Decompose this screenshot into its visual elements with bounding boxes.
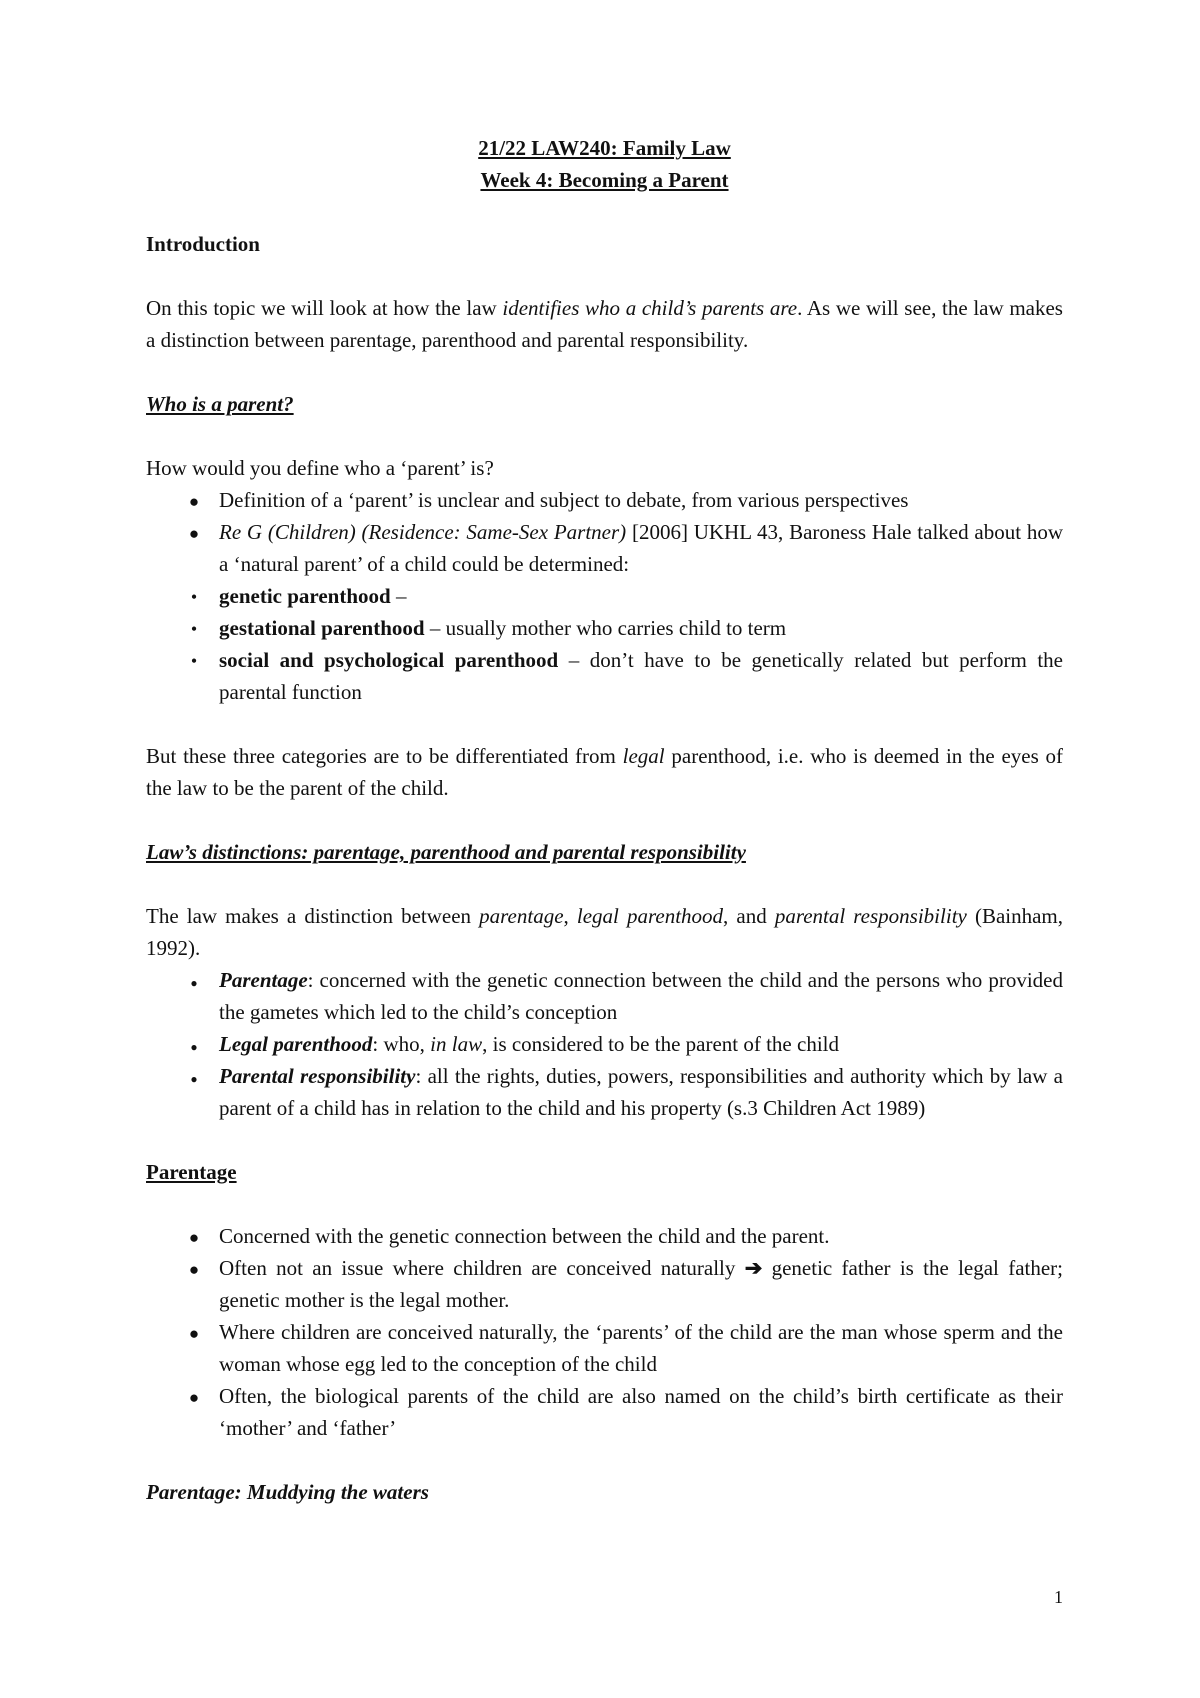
distinctions-heading: Law’s distinctions: parentage, parenthood and parental responsibility	[146, 840, 746, 864]
arrow-icon: ➔	[744, 1256, 763, 1280]
list-item: ● Parental responsibility: all the rights, duties, powers, responsibilities and authority which by law a parent of a child has in relation to the child and his property (s.3 Children Act 1989)	[146, 1060, 1063, 1124]
list-item: ● Definition of a ‘parent’ is unclear and subject to debate, from various perspectives	[146, 484, 1063, 516]
distinctions-paragraph: The law makes a distinction between parentage, legal parenthood, and parental responsibility (Bainham, 1992).	[146, 904, 1064, 960]
list-item: ● Legal parenthood: who, in law, is considered to be the parent of the child	[146, 1028, 1063, 1060]
distinctions-list	[146, 964, 1063, 1124]
parentage-list	[146, 1220, 1063, 1444]
intro-paragraph: On this topic we will look at how the law identifies who a child’s parents are. As we will see, the law makes a distinction between parentage, parenthood and parental responsibility.	[146, 296, 1063, 352]
list-item: ● Often not an issue where children are conceived naturally ➔ genetic father is the legal father; genetic mother is the legal mother.	[146, 1252, 1063, 1316]
bullet-icon	[184, 1028, 204, 1063]
muddying-heading: Parentage: Muddying the waters	[146, 1480, 429, 1504]
who-question: How would you define who a ‘parent’ is?	[146, 456, 494, 480]
intro-heading: Introduction	[146, 232, 260, 256]
bullet-icon	[184, 1220, 204, 1254]
parentage-heading: Parentage	[146, 1160, 237, 1184]
bullet-icon	[184, 964, 204, 999]
page-number: 1	[1054, 1587, 1063, 1607]
list-item: • genetic parenthood –	[146, 580, 1063, 612]
who-heading: Who is a parent?	[146, 392, 294, 416]
list-item: • gestational parenthood – usually mother who carries child to term	[146, 612, 1063, 644]
bullet-icon	[184, 516, 204, 550]
bullet-icon	[184, 612, 204, 645]
list-item: ● Where children are conceived naturally, the ‘parents’ of the child are the man whose sperm and the woman whose egg led to the conception of the child	[146, 1316, 1063, 1380]
who-paragraph: But these three categories are to be differentiated from legal parenthood, i.e. who is deemed in the eyes of the law to be the parent of the child.	[146, 744, 1064, 800]
list-item: ● Often, the biological parents of the child are also named on the child’s birth certificate as their ‘mother’ and ‘father’	[146, 1380, 1063, 1444]
document-title: 21/22 LAW240: Family Law	[478, 136, 731, 160]
bullet-icon	[184, 580, 204, 613]
document-subtitle: Week 4: Becoming a Parent	[480, 168, 729, 192]
document-page	[146, 132, 1063, 1508]
list-item: ● Parentage: concerned with the genetic connection between the child and the persons who provided the gametes which led to the child’s conception	[146, 964, 1063, 1028]
bullet-icon	[184, 1380, 204, 1414]
bullet-icon	[184, 1060, 204, 1095]
bullet-icon	[184, 1252, 204, 1286]
bullet-icon	[184, 1316, 204, 1350]
list-item: ● Re G (Children) (Residence: Same-Sex Partner) [2006] UKHL 43, Baroness Hale talked about how a ‘natural parent’ of a child could be determined:	[146, 516, 1063, 580]
bullet-icon	[184, 644, 204, 677]
list-item: • social and psychological parenthood – don’t have to be genetically related but perform the parental function	[146, 644, 1063, 708]
bullet-icon	[184, 484, 204, 518]
who-list	[146, 484, 1063, 708]
list-item: ● Concerned with the genetic connection between the child and the parent.	[146, 1220, 1063, 1252]
